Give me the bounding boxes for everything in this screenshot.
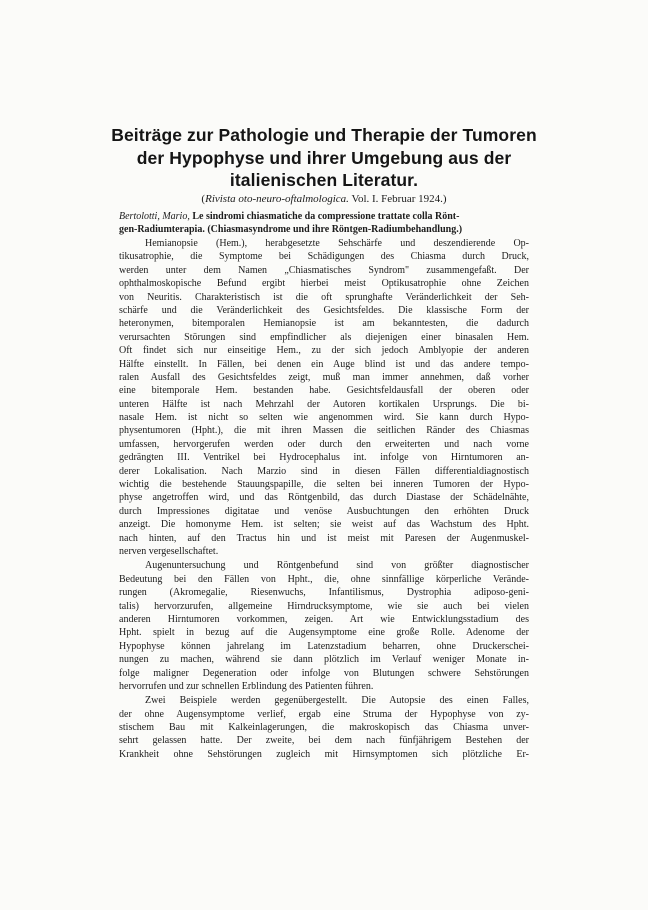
text-line: folge maligner Degeneration oder infolge von Blutungen schwere Sehstörungen [119,667,529,679]
title-line: der Hypophyse und ihrer Umgebung aus der [136,147,512,168]
reference-heading [119,210,529,237]
source-open-paren: ( [201,193,206,205]
text-line: wichtig die bestehende Stauungspapille, die selten bei inneren Tumoren der Hypo- [119,479,529,491]
journal-name: Rivista oto-neuro-oftalmologica. [205,193,349,205]
text-line: nasale Hem. ist nicht so selten wie angenommen wird. Sie kann durch Hypo- [119,412,529,424]
paragraph [119,559,529,693]
text-line: eine bitemporale Hem. bestanden habe. Gesichtsfeldausfall der oberen oder [119,385,529,397]
text-line: von Neuritis. Charakteristisch ist die oft sprunghafte Veränderlichkeit der Seh- [119,291,529,303]
text-line: sehrt gelassen hatte. Der zweite, bei dem nach fünfjährigem Bestehen der [119,735,529,747]
text-line: umfassen, hervorgerufen werden oder durch den erweiterten und nach vorne [119,438,529,450]
text-line: ophthalmoskopische Befund ergibt hierbei meist Optikusatrophie ohne Zeichen [119,278,529,290]
text-line: Hpht. spielt in bezug auf die Augensymptome eine große Rolle. Adenome der [119,627,529,639]
source-details: Vol. I. Februar 1924.) [348,193,447,205]
paragraph [119,237,529,558]
text-line: der ohne Augensymptome verlief, ergab eine Struma der Hypophyse von zy- [119,708,529,720]
text-line: Bedeutung bei den Fällen von Hpht., die, ohne sinnfällige körperliche Verände- [119,573,529,585]
text-line: ralen Ausfall des Gesichtsfeldes zeigt, muß man immer annehmen, daß vorher [119,371,529,383]
text-line: anderen Hirntumoren vorkommen, zeigen. Art wie Entwicklungsstadium des [119,613,529,625]
text-line: schärfe und die Veränderlichkeit des Gesichtsfeldes. Die klassische Form der [119,304,529,316]
text-line: Augenuntersuchung und Röntgenbefund sind von größter diagnostischer [145,560,529,572]
text-line: Hypophyse können jahrelang im Latenzstadium beharren, ohne Druckerschei- [119,640,529,652]
text-line: stischem Bau mit Kalkeinlagerungen, die makroskopisch das Chiasma unver- [119,722,529,734]
text-line: physe angetroffen wird, und das Röntgenbild, das durch Diastase der Schädelnähte, [119,492,529,504]
text-line: gedrängten III. Ventrikel bei Hydrocephalus int. infolge von Hirntumoren an- [119,452,529,464]
title-line: Beiträge zur Pathologie und Therapie der Tumoren [111,125,537,145]
text-line: Hälfte einstellt. In Fällen, bei denen ein Auge blind ist und das andere tempo- [119,358,529,370]
text-line: rungen (Akromegalie, Riesenwuchs, Infantilismus, Dystrophia adiposo-geni- [119,587,529,599]
text-line: Krankheit ohne Sehstörungen zugleich mit Hirnsymptomen sich plötzliche Er- [119,748,529,760]
text-line: Hemianopsie (Hem.), herabgesetzte Sehschärfe und deszendierende Op- [145,238,529,249]
paragraph [119,694,529,761]
text-line: unteren Hälfte ist nach Mehrzahl der Autoren kortikalen Ursprungs. Die bi- [119,398,529,410]
article-body [119,237,529,761]
text-line: physentumoren (Hpht.), die mit ihren Massen die seitlichen Ränder des Chiasmas [119,425,529,437]
text-line: nerven vergesellschaftet. [119,545,219,557]
text-line: durch Impressiones digitatae und venöse Ausbuchtungen den erhöhten Druck [119,505,529,517]
reference-author: Bertolotti, Mario, [119,211,190,222]
text-line: werden unter dem Namen „Chiasmatisches Syndrom" zusammengefaßt. Der [119,264,529,276]
text-line: nach hinten, auf den Tractus hin und ist meist mit Paresen der Augenmuskel- [119,532,529,544]
text-line: heteronymen, bitemporalen Hemianopsie ist am bekanntesten, die dadurch [119,318,529,330]
text-line: derer Lokalisation. Nach Marzio sind in diesen Fällen differentialdiagnostisch [119,465,529,477]
source-citation [0,192,648,206]
reference-title: gen-Radiumterapia. (Chiasmasyndrome und ihre Röntgen-Radiumbehandlung.) [119,224,463,236]
article-title [100,124,548,192]
text-line: hervorrufen und zur schnellen Erblindung des Patienten führen. [119,680,374,692]
text-line: verursachten Störungen sind empfindlicher als diejenigen einer binasalen Hem. [119,331,529,343]
text-line: anzeigt. Die homonyme Hem. ist selten; sie weist auf das Wachstum des Hpht. [119,519,529,531]
text-line: tikusatrophie, die Symptome bei Schädigungen des Chiasma durch Druck, [119,251,529,263]
title-line: italienischen Literatur. [229,170,419,190]
text-line: talis) hervorzurufen, allgemeine Hirndrucksymptome, wie sie auch bei vielen [119,600,529,612]
text-line: Oft findet sich nur einseitige Hem., zu der sich jedoch Amblyopie der anderen [119,345,529,357]
reference-title: Le sindromi chiasmatiche da compressione trattate colla Rönt- [189,211,460,222]
text-line: nungen zu machen, während sie dann plötzlich im Verlauf weniger Monate in- [119,654,529,666]
text-line: Zwei Beispiele werden gegenübergestellt. Die Autopsie des einen Falles, [145,695,529,707]
